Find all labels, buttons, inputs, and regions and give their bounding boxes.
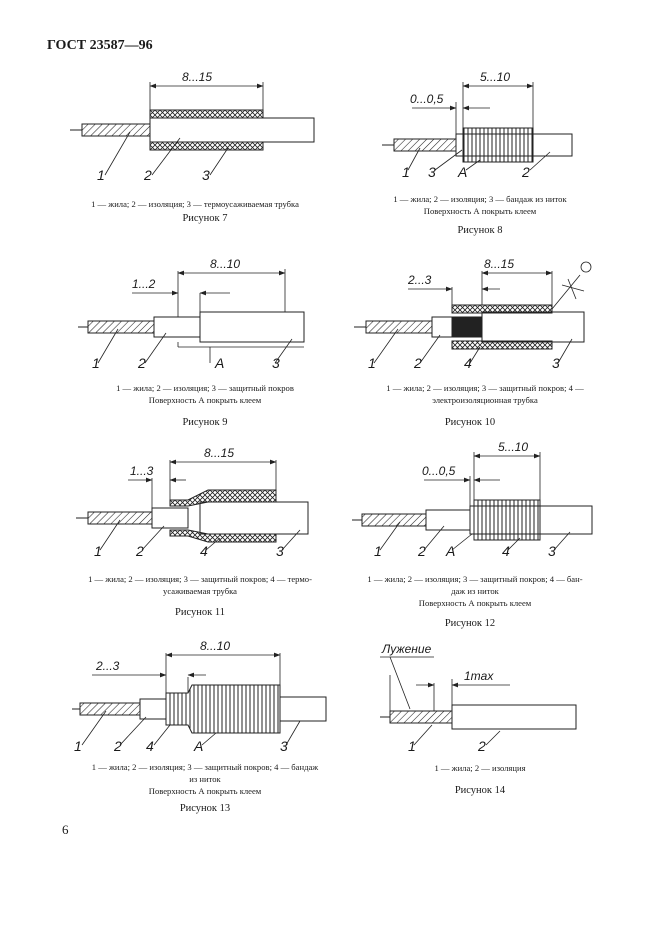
figure-12-dim-0: 5...10 bbox=[498, 440, 529, 454]
figure-14-title: Рисунок 14 bbox=[454, 785, 506, 796]
figure-12-caption-line-2: Поверхность А покрыть клеем bbox=[418, 598, 532, 608]
figure-9-caption-line-0: 1 — жила; 2 — изоляция; 3 — защитный покров bbox=[116, 383, 294, 393]
figure-10-label-1: 2 bbox=[414, 355, 422, 371]
figure-14-dim-1: Лужение bbox=[382, 642, 432, 656]
figure-12-caption-line-1: даж из ниток bbox=[451, 586, 499, 596]
figure-13 bbox=[60, 635, 350, 820]
figure-14-dim-0: 1max bbox=[464, 669, 494, 683]
figure-8-caption-line-0: 1 — жила; 2 — изоляция; 3 — бандаж из ниток bbox=[393, 194, 567, 204]
figure-9-drawing bbox=[60, 255, 350, 380]
figure-13-label-0: 1 bbox=[74, 738, 82, 754]
figure-11-caption-line-0: 1 — жила; 2 — изоляция; 3 — защитный покров; 4 — термо- bbox=[88, 574, 312, 584]
figure-13-caption-line-0: 1 — жила; 2 — изоляция; 3 — защитный покров; 4 — бандаж bbox=[91, 762, 319, 772]
figure-9-label-3: 3 bbox=[272, 355, 280, 371]
figure-7-label-1: 2 bbox=[144, 167, 152, 183]
document-header: ГОСТ 23587—96 bbox=[47, 38, 153, 53]
figure-10-label-2: 4 bbox=[464, 355, 472, 371]
figure-13-label-3: A bbox=[194, 738, 204, 754]
figure-8-title: Рисунок 8 bbox=[457, 225, 503, 236]
figure-12-label-4: 3 bbox=[548, 543, 556, 559]
figure-13-label-2: 4 bbox=[146, 738, 154, 754]
figure-10 bbox=[340, 255, 630, 435]
figure-12-title: Рисунок 12 bbox=[444, 618, 496, 629]
figure-8-label-1: 3 bbox=[428, 164, 436, 180]
page-number: 6 bbox=[62, 822, 69, 837]
figure-13-dim-0: 8...10 bbox=[200, 639, 231, 653]
figure-10-dim-1: 2...3 bbox=[408, 273, 432, 287]
figure-11-label-3: 3 bbox=[276, 543, 284, 559]
figure-14-label-0: 1 bbox=[408, 738, 416, 754]
figure-12-label-1: 2 bbox=[418, 543, 426, 559]
figure-13-dim-1: 2...3 bbox=[96, 659, 120, 673]
figure-10-label-3: 3 bbox=[552, 355, 560, 371]
figure-13-label-4: 3 bbox=[280, 738, 288, 754]
figure-9-label-1: 2 bbox=[138, 355, 146, 371]
figure-8-label-0: 1 bbox=[402, 164, 410, 180]
figure-11-label-2: 4 bbox=[200, 543, 208, 559]
figure-8 bbox=[350, 60, 610, 245]
figure-12-caption-line-0: 1 — жила; 2 — изоляция; 3 — защитный покров; 4 — бан- bbox=[367, 574, 583, 584]
figure-9-dim-0: 8...10 bbox=[210, 257, 241, 271]
figure-10-caption-line-0: 1 — жила; 2 — изоляция; 3 — защитный покров; 4 — bbox=[386, 383, 584, 393]
figure-9-label-0: 1 bbox=[92, 355, 100, 371]
figure-12-label-2: A bbox=[446, 543, 456, 559]
figure-8-label-3: 2 bbox=[522, 164, 530, 180]
figure-9-label-2: A bbox=[215, 355, 225, 371]
figure-12 bbox=[340, 440, 630, 635]
figure-8-dim-0: 5...10 bbox=[480, 70, 511, 84]
figure-8-dim-1: 0...0,5 bbox=[410, 92, 444, 106]
figure-9-dim-1: 1...2 bbox=[132, 277, 156, 291]
figure-14-label-1: 2 bbox=[478, 738, 486, 754]
figure-11-label-1: 2 bbox=[136, 543, 144, 559]
figure-7-title: Рисунок 7 bbox=[182, 213, 228, 224]
figure-11-label-0: 1 bbox=[94, 543, 102, 559]
figure-10-title: Рисунок 10 bbox=[444, 417, 496, 428]
figure-10-dim-0: 8...15 bbox=[484, 257, 515, 271]
figure-8-drawing bbox=[350, 60, 610, 245]
figure-11-dim-1: 1...3 bbox=[130, 464, 154, 478]
figure-7-label-0: 1 bbox=[97, 167, 105, 183]
figure-11-dim-0: 8...15 bbox=[204, 446, 235, 460]
figure-12-label-0: 1 bbox=[374, 543, 382, 559]
figure-14 bbox=[350, 635, 610, 805]
figure-12-label-3: 4 bbox=[502, 543, 510, 559]
figure-12-dim-1: 0...0,5 bbox=[422, 464, 456, 478]
figure-7 bbox=[60, 60, 330, 230]
figure-11-title: Рисунок 11 bbox=[175, 607, 225, 618]
figure-13-caption-line-1: из ниток bbox=[189, 774, 221, 784]
figure-12-drawing bbox=[340, 440, 630, 565]
figure-11 bbox=[60, 440, 340, 625]
figure-8-label-2: A bbox=[458, 164, 468, 180]
figure-7-label-2: 3 bbox=[202, 167, 210, 183]
figure-10-drawing bbox=[340, 255, 630, 380]
figure-14-caption-line-0: 1 — жила; 2 — изоляция bbox=[434, 763, 526, 773]
figure-10-label-0: 1 bbox=[368, 355, 376, 371]
figure-14-drawing bbox=[350, 635, 610, 760]
figure-10-caption-line-1: электроизоляционная трубка bbox=[432, 395, 538, 405]
figure-13-caption-line-2: Поверхность А покрыть клеем bbox=[148, 786, 262, 796]
figure-7-caption-line-0: 1 — жила; 2 — изоляция; 3 — термоусаживаемая трубка bbox=[91, 199, 299, 209]
figure-8-caption-line-1: Поверхность А покрыть клеем bbox=[423, 206, 537, 216]
figure-11-caption-line-1: усаживаемая трубка bbox=[163, 586, 237, 596]
figure-7-dim-0: 8...15 bbox=[182, 70, 213, 84]
figure-13-label-1: 2 bbox=[114, 738, 122, 754]
figure-13-title: Рисунок 13 bbox=[179, 803, 231, 814]
figure-11-drawing bbox=[60, 440, 340, 565]
figure-9 bbox=[60, 255, 350, 435]
figure-13-drawing bbox=[60, 635, 350, 760]
figure-9-title: Рисунок 9 bbox=[182, 417, 228, 428]
figure-9-caption-line-1: Поверхность А покрыть клеем bbox=[148, 395, 262, 405]
